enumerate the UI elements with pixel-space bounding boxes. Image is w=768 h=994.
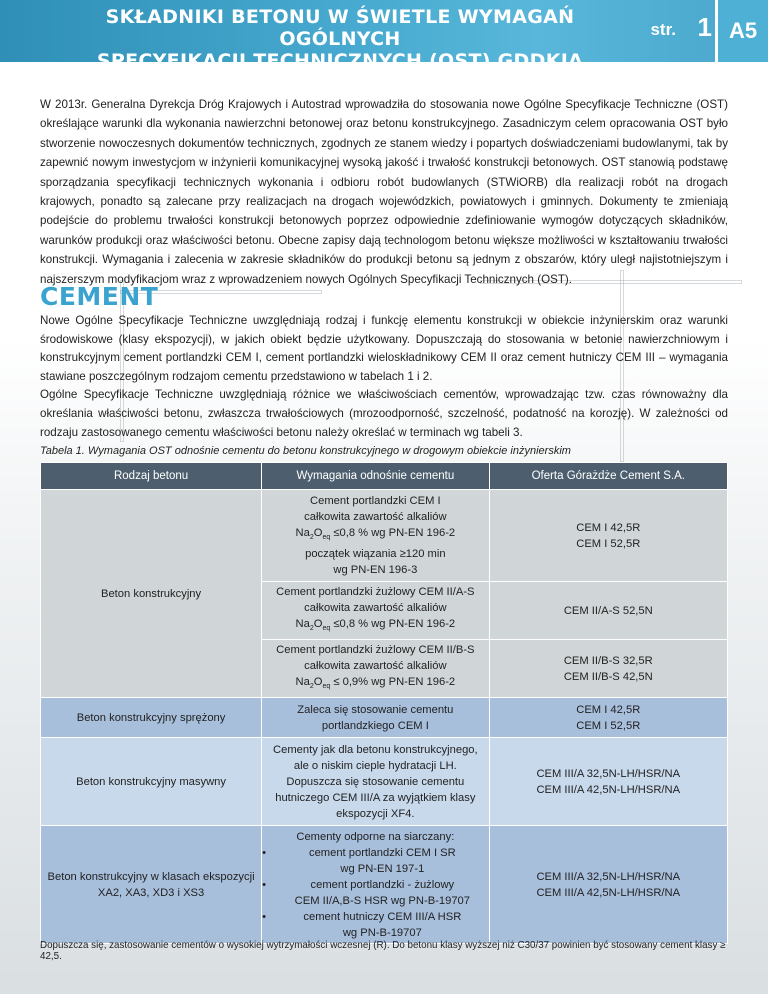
offer-cell [489,698,727,738]
cement-paragraph-1: Nowe Ogólne Specyfikacje Techniczne uwzględniają rodzaj i funkcję elementu konstrukcji w obiekcie inżynierskim oraz warunki środowiskowe (klasy ekspozycji), w jakich obiekt będzie użytkowany. Dopuszczają do stosowania w betonie nawierzchniowym i konstrukcyjnym cement portlandzki CEM I, cement portlandzki wieloskładnikowy CEM II oraz cement hutniczy CEM III – wymagania stawiane poszczególnym rodzajom cementu przedstawiono w tabelach 1 i 2. [40,314,728,383]
header-offer: Oferta Górażdże Cement S.A. [489,463,727,490]
requirement-line: hutniczego CEM III/A za wyjątkiem klasy [275,791,476,804]
requirement-line: $Na_2O_{eq} \le 0,9\%$ wg PN-EN 196-2 [295,676,456,691]
offer-line: CEM II/B-S 42,5N [563,670,653,683]
offer-cell [489,640,727,698]
requirement-line: Cement portlandzki żużlowy CEM II/A-S [276,586,475,598]
offer-line: CEM III/A 42,5N-LH/HSR/NA [536,886,681,899]
header-title-line2: SPECYFIKACJI TECHNICZNYCH (OST) GDDKIA [96,50,584,72]
intro-paragraph: W 2013r. Generalna Dyrekcja Dróg Krajowych i Autostrad wprowadziła do stosowania nowe Ogólne Specyfikacje Techniczne (OST) określające warunki dla wykonania nawierzchni betonowej oraz betonu konstrukcyjnego. Zasadniczym celem opracowania OST było stworzenie nowoczesnych dokumentów technicznych, zgodnych ze stanem wiedzy i popartych doświadczeniami budowlanymi, tak by zapewnić nowym inwestycjom w inżynierii komunikacyjnej wysoką jakość i trwałość konstrukcji betonowych. OST stanowią podstawę sporządzania specyfikacji technicznych wykonania i odbioru robót budowlanych (STWiORB) dla realizacji robót na drogach krajowych, ponadto są zalecane przy realizacjach na drogach wojewódzkich, powiatowych i gminnych. Dokumenty te zmieniają podejście do problemu trwałości konstrukcji betonowych poprzez odpowiednie zdefiniowanie wymogów dotyczących składników, warunków produkcji oraz właściwości betonu. Obecne zapisy dają technologom betonu większe możliwości w kształtowaniu trwałości konstrukcji. Wymagania i zalecenia w zakresie składników do produkcji betonu są jednym z obszarów, który uległ najistotniejszym i najszerszym modyfikacjom wraz z wprowadzeniem nowych Ogólnych Specyfikacji Technicznych (OST). [40,98,728,286]
requirement-line: całkowita zawartość alkaliów [304,660,447,673]
cement-text [40,312,728,442]
cement-paragraph-2: Ogólne Specyfikacje Techniczne uwzględniają różnice we właściwościach cementów, wprowadzając tzw. czas równoważny dla określania właściwości betonu, zwłaszcza trwałościowych (mrozoodporność, szczelność, podatność na korozję). W zależności od rodzaju zastosowanego cementu właściwości betonu należy określać w terminach wg tabeli 3. [40,388,728,439]
requirement-cell [262,826,489,944]
requirement-line: $Na_2O_{eq} \le 0,8$ % wg PN-EN 196-2 [295,526,456,542]
requirement-line: całkowita zawartość alkaliów [304,510,447,523]
table-row [41,490,728,582]
table-row [41,738,728,826]
requirement-line: Dopuszcza się stosowanie cementu [286,775,465,788]
requirement-line: Cementy odporne na siarczany: [296,830,455,843]
concrete-type-cell [41,826,262,944]
requirement-cell [262,490,489,582]
list-item: • cement portlandzki - żużlowy CEM II/A,B-S HSR wg PN-B-19707 [268,877,482,909]
offer-line: CEM II/A-S 52,5N [563,604,653,617]
requirement-line: $Na_2O_{eq} \le 0,8$ % wg PN-EN 196-2 [295,618,456,633]
offer-cell [489,490,727,582]
header-concrete-type: Rodzaj betonu [41,463,262,490]
cement-heading: CEMENT [40,282,159,311]
offer-line: CEM III/A 32,5N-LH/HSR/NA [536,870,681,883]
table-row [41,826,728,944]
requirement-line: Cementy jak dla betonu konstrukcyjnego, [273,743,478,756]
header-cement-requirements: Wymagania odnośnie cementu [262,463,489,490]
header-title-line1: SKŁADNIKI BETONU W ŚWIETLE WYMAGAŃ OGÓLNYCH [105,6,575,50]
concrete-type-cell: Beton konstrukcyjny masywny [41,738,262,826]
section-badge: A5 [715,0,768,62]
offer-cell [489,582,727,640]
requirement-line: wg PN-EN 196-3 [333,564,418,577]
concrete-type-cell: Beton konstrukcyjny sprężony [41,698,262,738]
offer-line: CEM I 52,5R [576,719,641,732]
offer-line: CEM III/A 32,5N-LH/HSR/NA [536,767,681,780]
cement-requirements-table [40,462,728,944]
concrete-type-line: Beton konstrukcyjny w klasach ekspozycji [47,870,255,883]
header-title [60,6,620,72]
page-header [0,0,768,72]
requirement-line: ekspozycji XF4. [336,807,415,820]
page-label: str. [650,20,676,39]
requirement-line: całkowita zawartość alkaliów [304,602,447,614]
offer-line: CEM I 42,5R [576,521,641,534]
list-item: • cement portlandzki CEM I SR wg PN-EN 197-1 [268,845,482,877]
requirement-line: ale o niskim cieple hydratacji LH. [293,759,457,772]
requirement-cell [262,738,489,826]
page-number: 1 [697,12,712,42]
requirement-line: portlandzkiego CEM I [321,719,429,732]
offer-line: CEM III/A 42,5N-LH/HSR/NA [536,783,681,796]
offer-cell [489,826,727,944]
concrete-type-cell: Beton konstrukcyjny [41,490,262,698]
requirement-line: początek wiązania ≥120 min [305,548,446,561]
offer-cell [489,738,727,826]
table-caption: Tabela 1. Wymagania OST odnośnie cementu do betonu konstrukcyjnego w drogowym obiekcie inżynierskim [40,445,571,457]
table-header-row [41,463,728,490]
requirement-cell [262,698,489,738]
offer-line: CEM II/B-S 32,5R [563,654,653,667]
sulfate-resistant-list [268,845,482,941]
concrete-type-line: XA2, XA3, XD3 i XS3 [97,886,205,899]
requirement-line: Cement portlandzki CEM I [310,494,441,507]
requirement-line: Zaleca się stosowanie cementu [297,703,454,716]
table-row [41,698,728,738]
offer-line: CEM I 42,5R [576,703,641,716]
table-footnote: Dopuszcza się, zastosowanie cementów o wysokiej wytrzymałości wczesnej (R). Do betonu klasy wyższej niż C30/37 powinien być stosowany cement klasy ≥ 42,5. [40,940,726,962]
requirement-cell [262,640,489,698]
requirement-cell [262,582,489,640]
list-item: • cement hutniczy CEM III/A HSR wg PN-B-19707 [268,909,482,941]
requirement-line: Cement portlandzki żużlowy CEM II/B-S [276,644,475,657]
offer-line: CEM I 52,5R [576,537,641,550]
